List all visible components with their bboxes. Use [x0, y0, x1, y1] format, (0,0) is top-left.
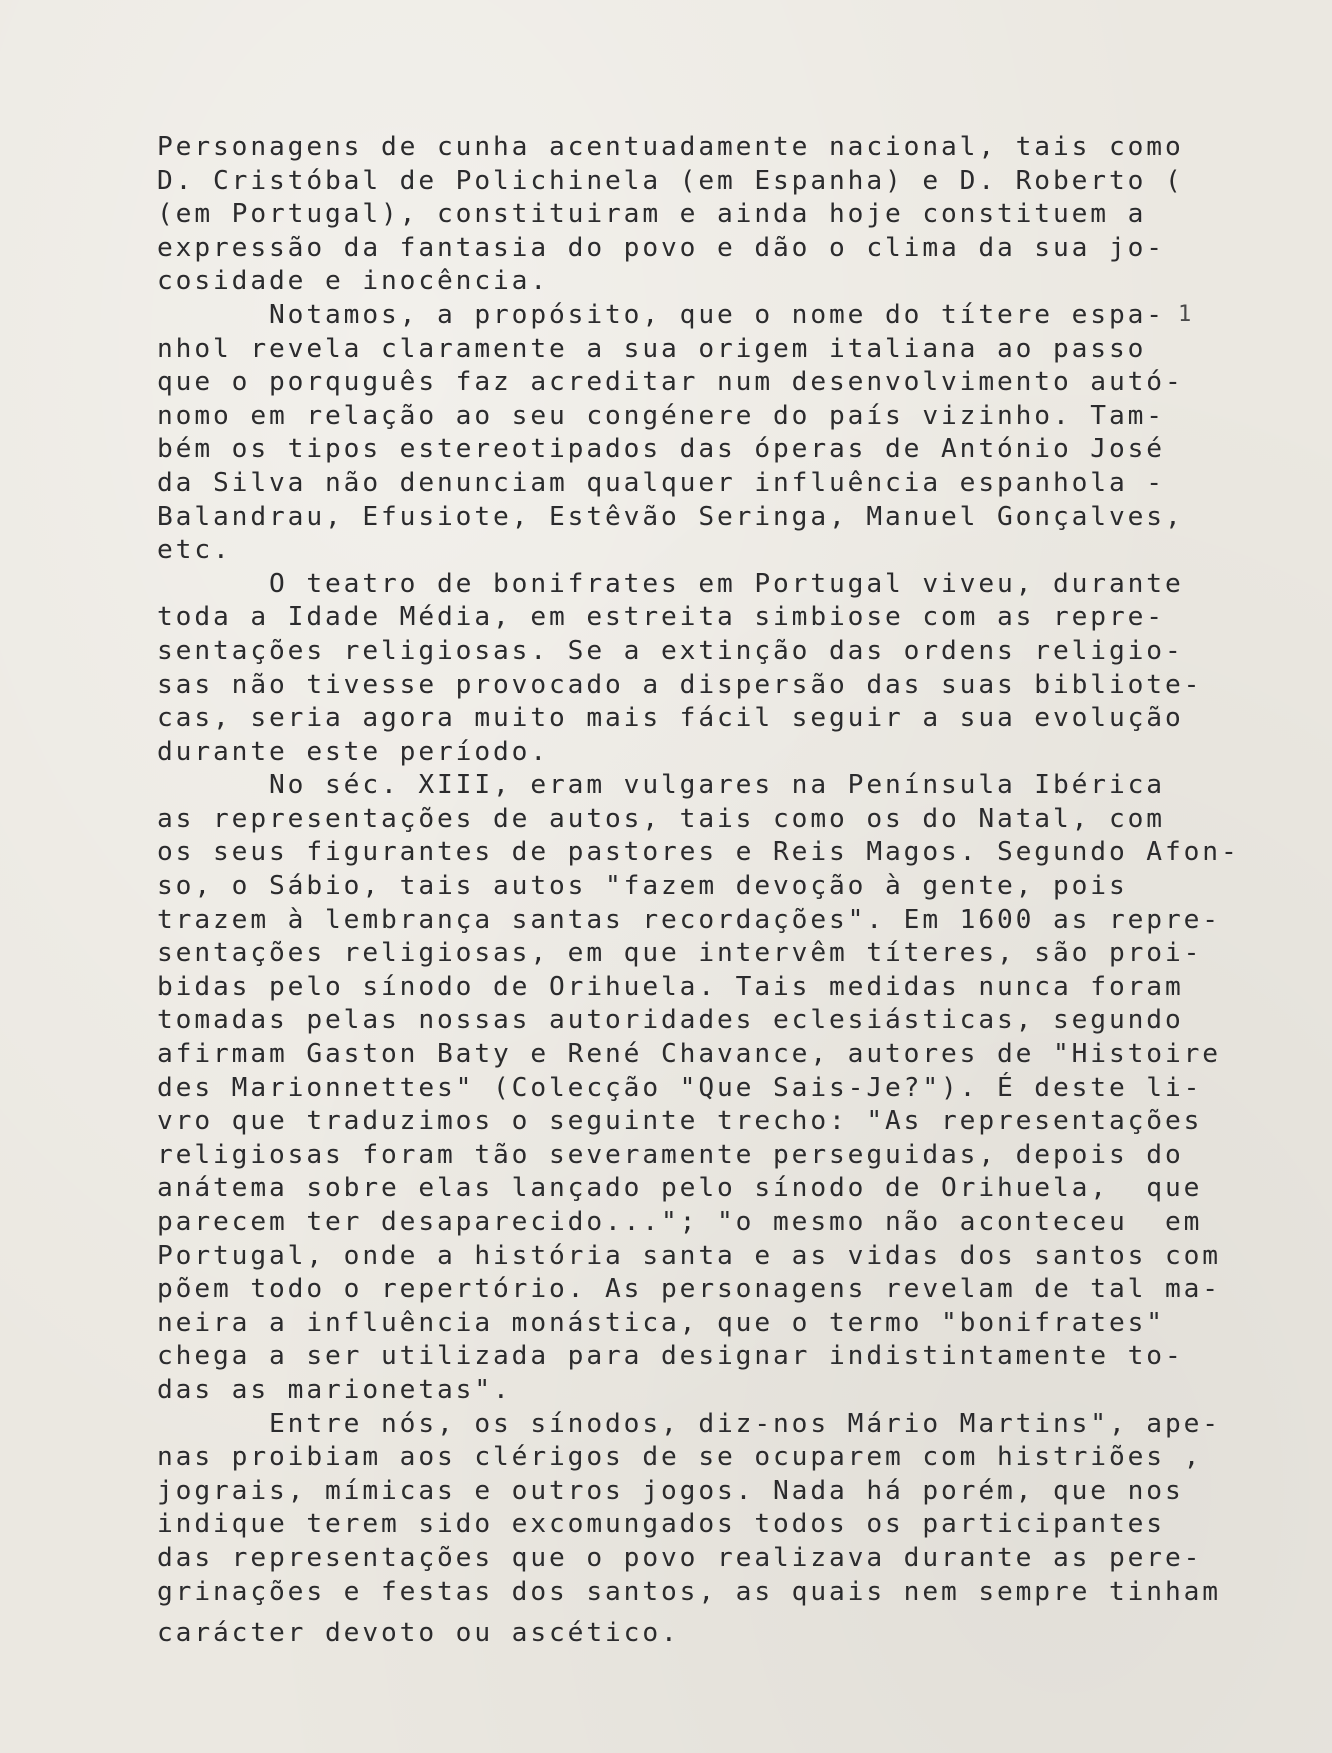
text-line: neira a influência monástica, que o termo "bonifrates"	[157, 1307, 1165, 1338]
text-line: sas não tivesse provocado a dispersão das suas bibliote-	[157, 669, 1203, 700]
text-line: os seus figurantes de pastores e Reis Magos. Segundo Afon-	[157, 837, 1240, 868]
text-line: nomo em relação ao seu congénere do país vizinho. Tam-	[157, 400, 1165, 431]
text-line: Personagens de cunha acentuadamente nacional, tais como	[157, 132, 1184, 162]
text-line: religiosas foram tão severamente perseguidas, depois do	[157, 1139, 1184, 1170]
text-line: da Silva não denunciam qualquer influência espanhola -	[157, 467, 1165, 498]
text-line: Balandrau, Efusiote, Estêvão Seringa, Manuel Gonçalves,	[157, 501, 1184, 532]
text-line: toda a Idade Média, em estreita simbiose com as repre-	[157, 602, 1165, 633]
text-line: O teatro de bonifrates em Portugal viveu, durante	[157, 568, 1184, 599]
text-line: so, o Sábio, tais autos "fazem devoção à gente, pois	[157, 871, 1128, 902]
text-line: jograis, mímicas e outros jogos. Nada há porém, que nos	[157, 1475, 1184, 1506]
text-line: nas proibiam aos clérigos de se ocuparem com histriões ,	[157, 1442, 1203, 1473]
text-line: parecem ter desaparecido..."; "o mesmo não aconteceu em	[157, 1207, 1203, 1237]
text-line: expressão da fantasia do povo e dão o clima da sua jo-	[157, 232, 1165, 263]
text-line: D. Cristóbal de Polichinela (em Espanha) e D. Roberto (	[157, 165, 1184, 196]
text-line: indique terem sido excomungados todos os participantes	[157, 1509, 1165, 1540]
text-line: trazem à lembrança santas recordações". Em 1600 as repre-	[157, 904, 1221, 935]
text-line: sentações religiosas. Se a extinção das ordens religio-	[157, 635, 1184, 666]
text-line: (em Portugal), constituiram e ainda hoje constituem a	[157, 199, 1147, 230]
text-line: etc.	[157, 535, 232, 566]
text-line: das representações que o povo realizava durante as pere-	[157, 1542, 1203, 1573]
text-line: des Marionnettes" (Colecção "Que Sais-Je?"). É deste li-	[157, 1072, 1203, 1103]
text-line: as representações de autos, tais como os do Natal, com	[157, 803, 1165, 834]
text-line: bidas pelo sínodo de Orihuela. Tais medidas nunca foram	[157, 971, 1184, 1002]
text-line: Portugal, onde a história santa e as vidas dos santos com	[157, 1240, 1221, 1271]
text-line: afirmam Gaston Baty e René Chavance, autores de "Histoire	[157, 1039, 1221, 1070]
text-line: cas, seria agora muito mais fácil seguir a sua evolução	[157, 703, 1184, 734]
text-line: tomadas pelas nossas autoridades eclesiásticas, segundo	[157, 1005, 1184, 1036]
text-line: carácter devoto ou ascético.	[157, 1618, 680, 1649]
text-line: anátema sobre elas lançado pelo sínodo de Orihuela, que	[157, 1173, 1203, 1204]
text-line: grinações e festas dos santos, as quais nem sempre tinham	[157, 1576, 1221, 1607]
text-line: que o porquguês faz acreditar num desenvolvimento autó-	[157, 367, 1184, 398]
text-line: chega a ser utilizada para designar indistintamente to-	[157, 1341, 1184, 1372]
text-line: bém os tipos estereotipados das óperas de António José	[157, 434, 1165, 465]
text-line: sentações religiosas, em que intervêm títeres, são proi-	[157, 938, 1203, 969]
text-line: Entre nós, os sínodos, diz-nos Mário Martins", ape-	[157, 1408, 1221, 1439]
typed-text-body	[157, 131, 1240, 1651]
text-line: durante este período.	[157, 736, 549, 767]
text-line: cosidade e inocência.	[157, 266, 549, 297]
text-line: No séc. XIII, eram vulgares na Península Ibérica	[157, 770, 1165, 801]
text-line: põem todo o repertório. As personagens revelam de tal ma-	[157, 1274, 1221, 1305]
text-line: nhol revela claramente a sua origem italiana ao passo	[157, 333, 1147, 364]
text-line: Notamos, a propósito, que o nome do títere espa-	[157, 299, 1165, 330]
text-line: das as marionetas".	[157, 1374, 512, 1405]
margin-mark: 1	[1178, 302, 1192, 327]
text-line: vro que traduzimos o seguinte trecho: "As representações	[157, 1106, 1203, 1137]
